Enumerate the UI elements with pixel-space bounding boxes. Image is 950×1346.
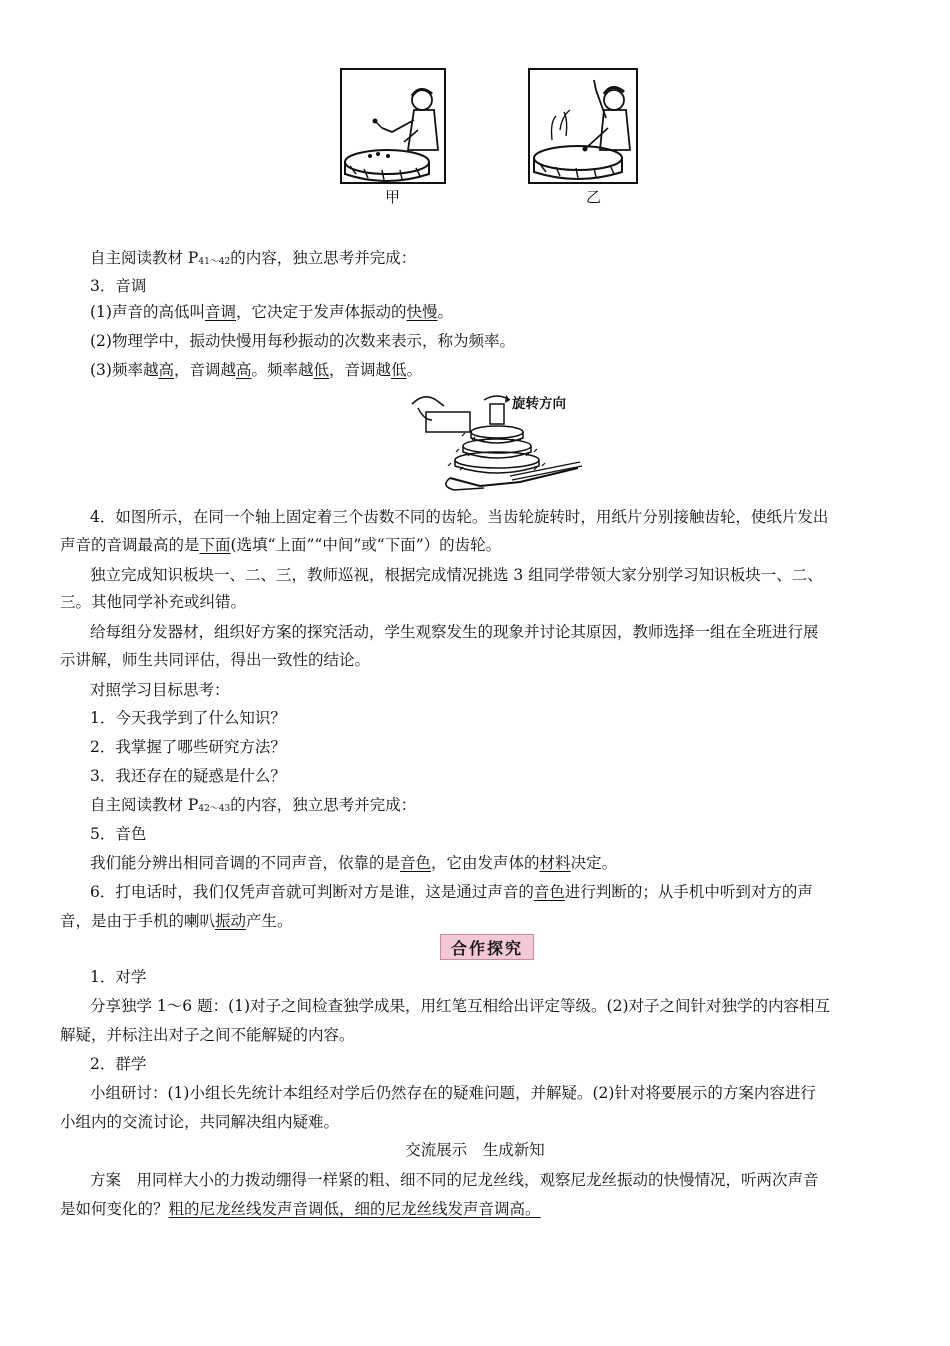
text: 是如何变化的？ [60,1200,169,1218]
text-line: 分享独学 1～6 题：(1)对子之间检查独学成果，用红笔互相给出评定等级。(2)对子之间针对独学的内容相互 [90,997,830,1015]
text: 。 [406,361,423,379]
text-line: 三。其他同学补充或纠错。 [60,593,247,611]
banner-text: 合作探究 [450,938,523,958]
text-line: 示讲解，师生共同评估，得出一致性的结论。 [60,651,371,669]
drum-player-illustration [342,70,444,182]
rotation-direction-label: 旋转方向 [512,396,566,412]
text-line [90,248,416,272]
figure-caption-left: 甲 [385,188,401,206]
text-line: 小组研讨：(1)小组长先统计本组经对学后仍然存在的疑难问题，并解疑。(2)针对将要展示的方案内容进行 [90,1084,816,1102]
list-item: 3．我还存在的疑惑是什么？ [90,767,286,785]
list-item: 1．今天我学到了什么知识？ [90,709,286,727]
text-line: 4．如图所示，在同一个轴上固定着三个齿数不同的齿轮。当齿轮旋转时，用纸片分别接触齿轮，使纸片发出 [90,508,829,526]
text: (选填“上面”“中间”或“下面”）的齿轮。 [230,536,502,554]
text-line: 独立完成知识板块一、二、三，教师巡视，根据完成情况挑选 3 组同学带领大家分别学习知识板块一、二、 [90,566,823,584]
answer: 低 [391,361,407,379]
text-line: 方案 用同样大小的力拨动绷得一样紧的粗、细不同的尼龙丝线，观察尼龙丝振动的快慢情况，听两次声音 [90,1171,819,1189]
text: ，它由发声体的 [431,854,540,872]
text: (1)声音的高低叫 [90,303,205,321]
answer: 下面 [199,536,231,554]
section-heading-pitch: 3．音调 [90,277,147,295]
text: ，音调越 [173,361,236,379]
answer: 音色 [533,883,565,901]
answer: 低 [313,361,330,379]
text: 的内容，独立思考并完成： [230,249,417,267]
answer: 快慢 [406,303,438,321]
list-item: 2．我掌握了哪些研究方法？ [90,738,286,756]
text-line [90,302,453,322]
text: 自主阅读教材 P [90,796,199,814]
text-line: 解疑，并标注出对子之间不能解疑的内容。 [60,1026,355,1044]
gear-figure [410,390,590,496]
text: 。频率越 [251,361,314,379]
cooperative-inquiry-banner [440,934,534,960]
answer: 音调 [204,303,236,321]
text: 产生。 [246,912,293,930]
text-line [60,535,501,555]
answer: 材料 [539,854,571,872]
text-line [90,795,416,819]
answer: 高 [158,361,174,379]
text: 进行判断的；从手机中听到对方的声 [564,883,813,901]
text-line: 给每组分发器材，组织好方案的探究活动，学生观察发生的现象并讨论其原因，教师选择一组在全班进行展 [90,623,819,641]
answer: 高 [236,361,252,379]
text: 自主阅读教材 P [90,249,199,267]
text-line [60,1199,541,1219]
figure-caption-right: 乙 [586,188,602,206]
text-line: (2)物理学中，振动快慢用每秒振动的次数来表示，称为频率。 [90,332,515,350]
text: 6．打电话时，我们仅凭声音就可判断对方是谁，这是通过声音的 [90,883,534,901]
drum-player-water-illustration [530,70,636,182]
section-heading: 1．对学 [90,968,147,986]
section-heading: 2．群学 [90,1055,147,1073]
text-line: 对照学习目标思考： [90,681,230,699]
text: ，它决定于发声体振动的 [235,303,407,321]
drum-figure-right [528,68,638,184]
answer: 振动 [215,912,247,930]
text-line [90,853,617,873]
page-range: 42～43 [198,804,231,814]
answer: 粗的尼龙丝线发声音调低，细的尼龙丝线发声音调高。 [168,1200,541,1218]
answer: 音色 [400,854,432,872]
page-range: 41～42 [198,257,231,267]
text: 音，是由于手机的喇叭 [60,912,216,930]
text: 决定。 [570,854,618,872]
text-line [90,882,813,902]
text: 声音的音调最高的是 [60,536,200,554]
text-line [90,360,422,380]
section-heading-timbre: 5．音色 [90,825,147,843]
section-title: 交流展示 生成新知 [405,1141,545,1159]
text: 的内容，独立思考并完成： [230,796,417,814]
text: ，音调越 [329,361,392,379]
text-line: 小组内的交流讨论，共同解决组内疑难。 [60,1113,340,1131]
text: 。 [437,303,454,321]
text: (3)频率越 [90,361,159,379]
drum-figure-left [340,68,446,184]
text: 我们能分辨出相同音调的不同声音，依靠的是 [90,854,401,872]
text-line [60,911,293,931]
